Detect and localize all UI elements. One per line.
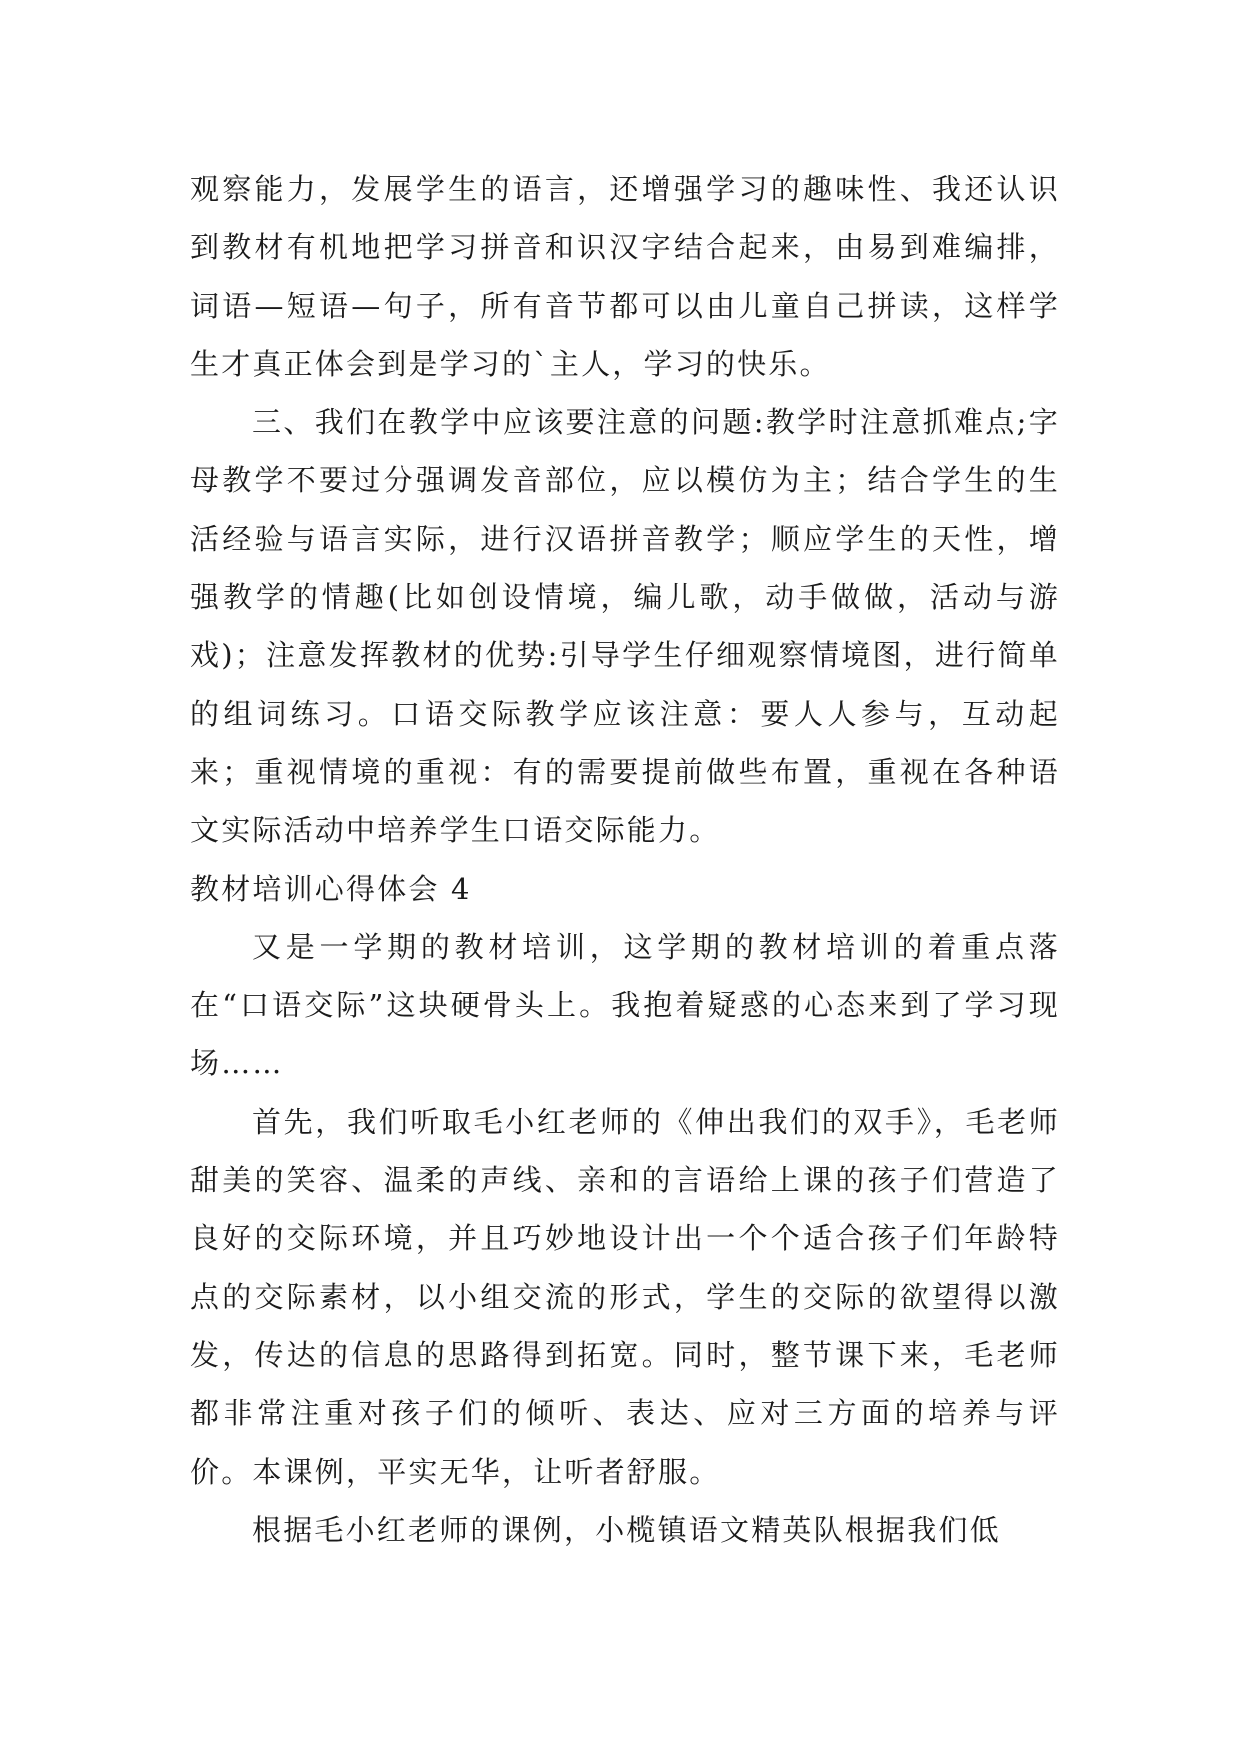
paragraph-4: 首先，我们听取毛小红老师的《伸出我们的双手》，毛老师甜美的笑容、温柔的声线、亲和的言语给上课的孩子们营造了良好的交际环境，并且巧妙地设计出一个个适合孩子们年龄特点的交际素材，以小组交流的形式，学生的交际的欲望得以激发，传达的信息的思路得到拓宽。同时，整节课下来，毛老师都非常注重对孩子们的倾听、表达、应对三方面的培养与评价。本课例，平实无华，让听者舒服。 bbox=[190, 1104, 1060, 1489]
paragraph-5: 根据毛小红老师的课例，小榄镇语文精英队根据我们低 bbox=[252, 1512, 1001, 1547]
section-heading: 教材培训心得体会 4 bbox=[190, 871, 472, 906]
paragraph-3: 又是一学期的教材培训，这学期的教材培训的着重点落在“口语交际”这块硬骨头上。我抱着疑惑的心态来到了学习现场…… bbox=[190, 929, 1060, 1081]
paragraph-2: 三、我们在教学中应该要注意的问题:教学时注意抓难点;字母教学不要过分强调发音部位，应以模仿为主；结合学生的生活经验与语言实际，进行汉语拼音教学；顺应学生的天性，增强教学的情趣(比如创设情境，编儿歌，动手做做，活动与游戏)；注意发挥教材的优势:引导学生仔细观察情境图，进行简单的组词练习。口语交际教学应该注意：要人人参与，互动起来；重视情境的重视：有的需要提前做些布置，重视在各种语文实际活动中培养学生口语交际能力。 bbox=[190, 405, 1060, 848]
paragraph-1: 观察能力，发展学生的语言，还增强学习的趣味性、我还认识到教材有机地把学习拼音和识汉字结合起来，由易到难编排，词语—短语—句子，所有音节都可以由儿童自己拼读，这样学生才真正体会到是学习的`主人，学习的快乐。 bbox=[190, 172, 1060, 381]
document-page bbox=[190, 160, 1060, 1559]
